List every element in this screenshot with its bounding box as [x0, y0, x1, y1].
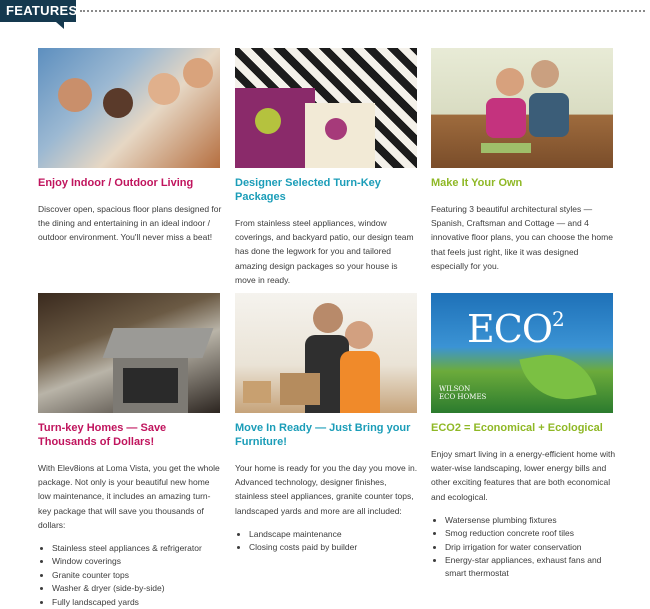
list-item: • Washer & dryer (side-by-side) [52, 582, 223, 595]
photo-couple-painting [431, 48, 613, 168]
photo-couple-with-keys [235, 293, 417, 413]
feature-card-indoor-outdoor [38, 48, 223, 245]
header-dotted-divider [80, 10, 645, 12]
card-body: Your home is ready for you the day you move in. Advanced technology, designer finishes, stainless steel appliances, granite counter tops, landscaped yards and more are all included: [235, 463, 418, 516]
eco2-logo-text: ECO$^2$ [467, 307, 564, 351]
list-item: • Watersense plumbing fixtures [445, 514, 616, 527]
photo-friends-dining [38, 48, 220, 168]
photo-fabric-swatches [235, 48, 417, 168]
list-item: • Granite counter tops [52, 569, 223, 582]
list-item: • Window coverings [52, 555, 223, 568]
photo-kitchen-range [38, 293, 220, 413]
card-body: Featuring 3 beautiful architectural styles — Spanish, Craftsman and Cottage — and 4 innovative floor plans, you can choose the home that feels just right, like it was designed especially for you. [431, 204, 613, 271]
card-bullet-list [431, 514, 616, 581]
card-title: ECO2 = Economical + Ecological [431, 422, 603, 434]
list-item: • Energy-star appliances, exhaust fans and smart thermostat [445, 554, 616, 581]
card-bullet-list [38, 542, 223, 609]
feature-card-eco2 [431, 293, 616, 581]
card-title: Turn-key Homes — Save Thousands of Dollars! [38, 422, 167, 448]
feature-card-turn-key-homes [38, 293, 223, 609]
leaf-icon [519, 347, 596, 406]
list-item: • Landscape maintenance [249, 528, 420, 541]
eco2-logo-image [431, 293, 613, 413]
feature-card-move-in-ready [235, 293, 420, 555]
card-body: Enjoy smart living in a energy-efficient home with water-wise landscaping, lower energy bills and other exciting features that are both economical and ecological. [431, 449, 616, 502]
card-title: Move In Ready — Just Bring your Furniture! [235, 422, 411, 448]
features-title: FEATURES [0, 0, 76, 22]
card-body: From stainless steel appliances, window coverings, and backyard patio, our design team has done the legwork for you and tailored amazing design packages so your house is move in ready. [235, 218, 414, 285]
feature-card-design-packages [235, 48, 420, 287]
list-item: • Closing costs paid by builder [249, 541, 420, 554]
list-item: • Smog reduction concrete roof tiles [445, 527, 616, 540]
features-header [0, 0, 650, 26]
list-item: • Fully landscaped yards [52, 596, 223, 609]
card-title: Designer Selected Turn-Key Packages [235, 177, 381, 203]
wilson-brand-mark: WILSON ECO HOMES [439, 385, 487, 401]
list-item: • Stainless steel appliances & refrigerator [52, 542, 223, 555]
list-item: • Drip irrigation for water conservation [445, 541, 616, 554]
card-body: With Elev8ions at Loma Vista, you get the whole package. Not only is your beautiful new home low maintenance, it includes an amazing turn-key package that will save you thousands of dollars: [38, 463, 220, 530]
feature-card-make-it-your-own [431, 48, 616, 273]
card-title: Make It Your Own [431, 177, 523, 189]
card-title: Enjoy Indoor / Outdoor Living [38, 177, 194, 189]
card-bullet-list [235, 528, 420, 555]
card-body: Discover open, spacious floor plans designed for the dining and entertaining in an ideal indoor / outdoor environment. You'll never miss a beat! [38, 204, 222, 243]
